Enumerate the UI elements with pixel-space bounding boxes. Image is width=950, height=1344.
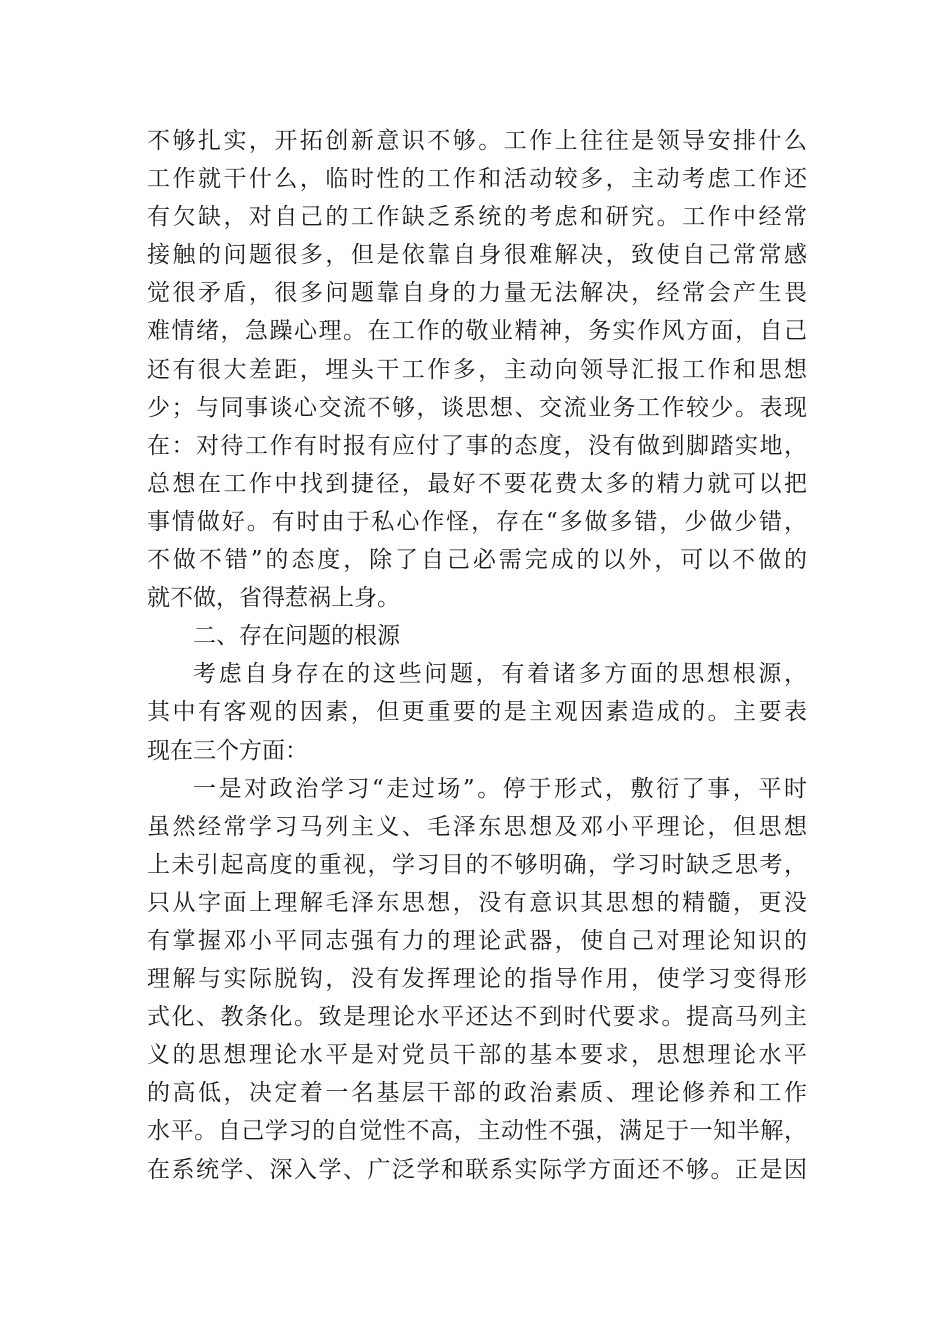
text-line: 少；与同事谈心交流不够，谈思想、交流业务工作较少。表现 xyxy=(147,394,807,421)
text-line: 不做不错”的态度，除了自己必需完成的以外，可以不做的 xyxy=(147,547,807,574)
text-line: 在：对待工作有时报有应付了事的态度，没有做到脚踏实地， xyxy=(147,432,807,459)
text-line: 接触的问题很多，但是依靠自身很难解决，致使自己常常感 xyxy=(147,242,807,269)
text-line: 工作就干什么，临时性的工作和活动较多，主动考虑工作还 xyxy=(147,166,807,193)
text-line: 有掌握邓小平同志强有力的理论武器，使自己对理论知识的 xyxy=(147,927,807,954)
text-line: 理解与实际脱钩，没有发挥理论的指导作用，使学习变得形 xyxy=(147,966,807,993)
text-line: 水平。自己学习的自觉性不高，主动性不强，满足于一知半解， xyxy=(147,1118,807,1145)
text-line: 不够扎实，开拓创新意识不够。工作上往往是领导安排什么 xyxy=(147,128,807,154)
text-line: 的高低，决定着一名基层干部的政治素质、理论修养和工作 xyxy=(147,1080,807,1107)
text-line: 考虑自身存在的这些问题，有着诸多方面的思想根源， xyxy=(193,661,807,688)
text-line: 其中有客观的因素，但更重要的是主观因素造成的。主要表 xyxy=(147,699,807,726)
text-line: 一是对政治学习“走过场”。停于形式，敷衍了事，平时 xyxy=(193,775,807,802)
text-line: 事情做好。有时由于私心作怪，存在“多做多错，少做少错， xyxy=(147,508,807,535)
text-line: 义的思想理论水平是对党员干部的基本要求，思想理论水平 xyxy=(147,1042,807,1069)
text-line: 只从字面上理解毛泽东思想，没有意识其思想的精髓，更没 xyxy=(147,889,807,916)
body-text xyxy=(147,122,807,1189)
text-line: 在系统学、深入学、广泛学和联系实际学方面还不够。正是因 xyxy=(147,1156,807,1183)
text-line: 上未引起高度的重视，学习目的不够明确，学习时缺乏思考， xyxy=(147,851,807,878)
section-heading: 二、存在问题的根源 xyxy=(193,623,400,650)
text-line: 就不做，省得惹祸上身。 xyxy=(147,585,400,612)
text-line: 式化、教条化。致是理论水平还达不到时代要求。提高马列主 xyxy=(147,1004,807,1031)
text-line: 有欠缺，对自己的工作缺乏系统的考虑和研究。工作中经常 xyxy=(147,204,807,231)
text-line: 现在三个方面： xyxy=(147,737,308,764)
text-line: 还有很大差距，埋头干工作多，主动向领导汇报工作和思想 xyxy=(147,356,807,383)
text-line: 觉很矛盾，很多问题靠自身的力量无法解决，经常会产生畏 xyxy=(147,280,807,307)
text-line: 总想在工作中找到捷径，最好不要花费太多的精力就可以把 xyxy=(147,470,807,497)
text-line: 虽然经常学习马列主义、毛泽东思想及邓小平理论，但思想 xyxy=(147,813,807,840)
text-line: 难情绪，急躁心理。在工作的敬业精神，务实作风方面，自己 xyxy=(147,318,807,345)
